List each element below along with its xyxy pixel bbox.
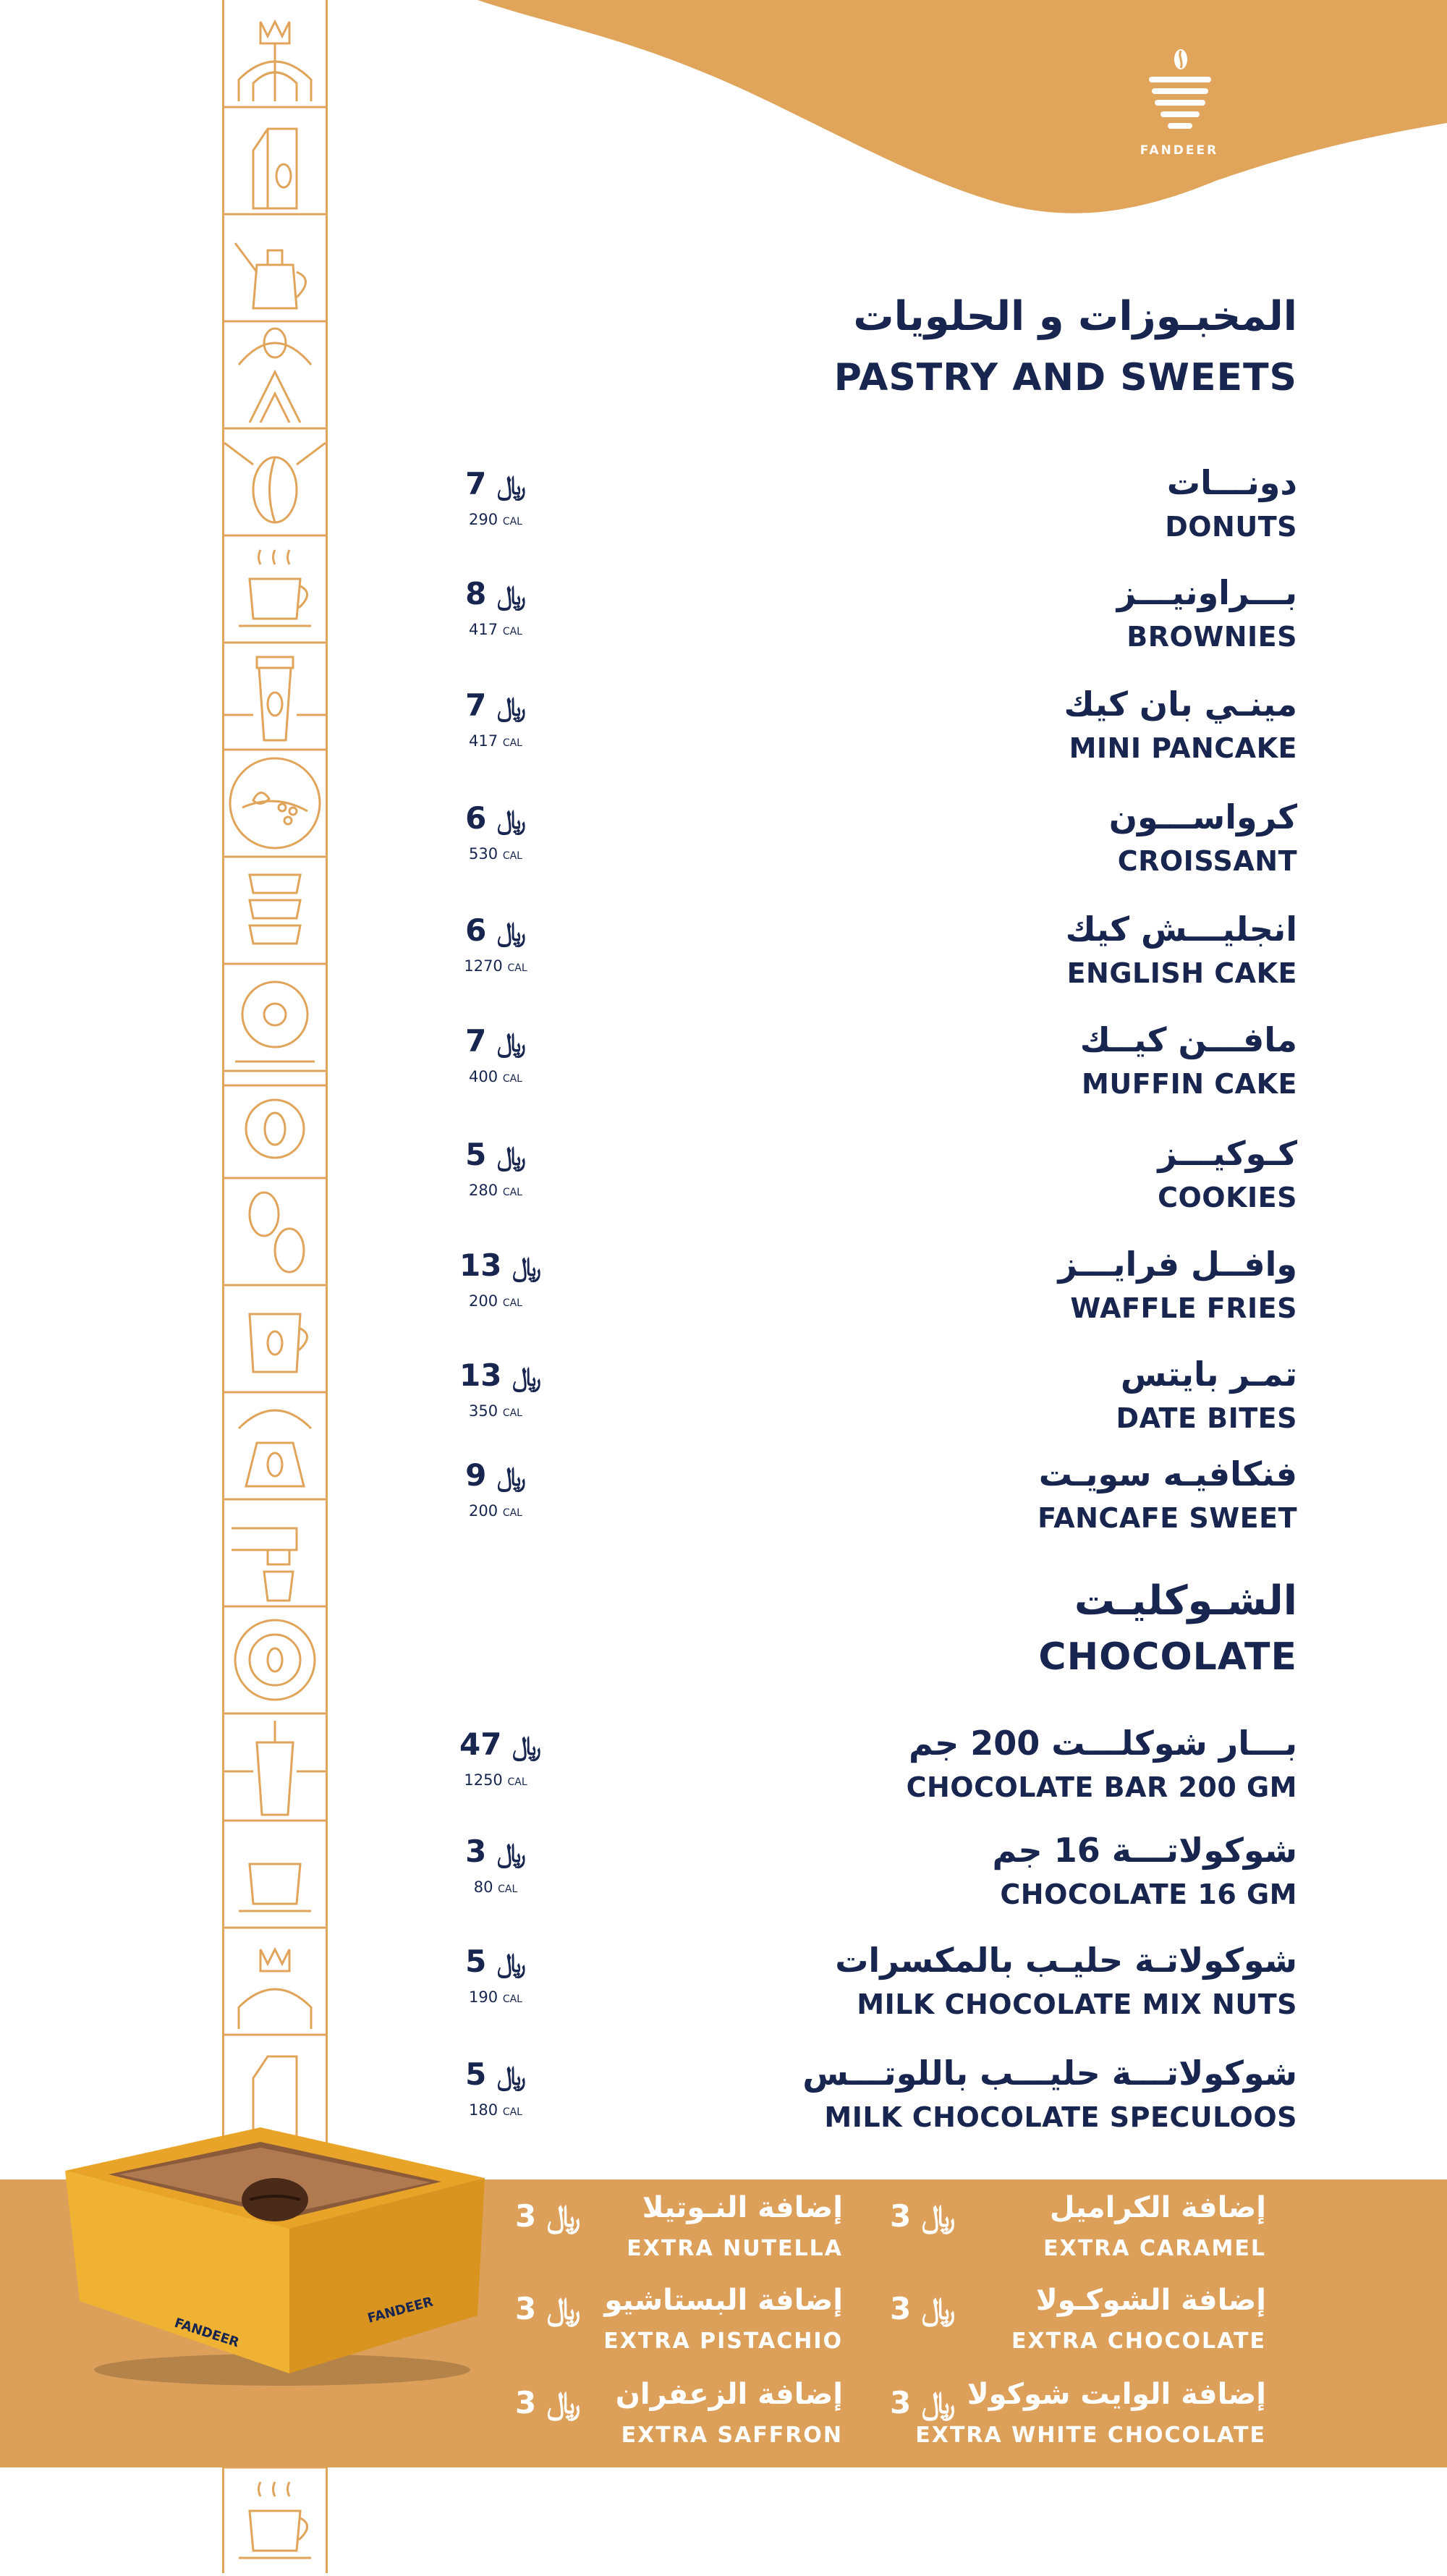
item-name-en: MINI PANCAKE: [1069, 732, 1297, 764]
menu-item: [449, 685, 1297, 779]
item-price: [459, 1726, 541, 1799]
price-value: 5: [465, 2056, 487, 2092]
item-name-ar: شوكولاتـة حليـب بالمكسرات: [835, 1941, 1297, 1980]
coffee-bean-icon: [224, 1178, 326, 1272]
extra-name-ar: إضافة النـوتيلا: [642, 2191, 843, 2224]
riyal-icon: ﷼: [497, 805, 526, 835]
tulip-icon: [239, 22, 311, 101]
extra-name-en: EXTRA NUTELLA: [627, 2236, 843, 2261]
item-name-ar: بـــار شوكلـــت 200 جم: [909, 1724, 1297, 1763]
extra-price: [515, 2198, 580, 2234]
item-price: [459, 912, 532, 985]
menu-item: [449, 463, 1297, 557]
calorie-value: 280: [469, 1182, 498, 1199]
chocolate-title-en: CHOCOLATE: [1038, 1635, 1297, 1679]
extra-name-ar: إضافة البستاشيو: [604, 2284, 843, 2317]
menu-item: [449, 1020, 1297, 1114]
price-value: 7: [465, 687, 487, 723]
takeaway-cup-icon: [224, 1713, 326, 1815]
menu-item: [449, 1134, 1297, 1228]
calorie-unit: CAL: [502, 850, 522, 862]
calorie-unit: CAL: [507, 1776, 527, 1788]
coffee-bean-icon: [224, 428, 326, 522]
espresso-machine-icon: [224, 1499, 326, 1601]
riyal-icon: ﷼: [546, 2291, 581, 2326]
item-name-en: BROWNIES: [1126, 621, 1297, 653]
item-name-ar: دونـــات: [1166, 463, 1297, 502]
calorie-unit: CAL: [502, 1994, 522, 2005]
riyal-icon: ﷼: [497, 1949, 526, 1978]
menu-item: [449, 1724, 1297, 1818]
extra-price: [890, 2198, 955, 2234]
takeaway-cup-icon: [224, 643, 326, 740]
menu-item: [449, 573, 1297, 667]
donut-icon: [224, 964, 326, 1062]
calorie-value: 400: [469, 1068, 498, 1085]
item-price: [459, 466, 532, 538]
item-name-ar: شوكولاتـــة حليـــب باللوتـــس: [802, 2054, 1297, 2093]
item-name-ar: فنكافيـه سويـت: [1038, 1454, 1297, 1494]
pastry-title-en: PASTRY AND SWEETS: [833, 356, 1297, 399]
item-name-ar: شوكولاتـــة 16 جم: [992, 1831, 1297, 1870]
calorie-value: 1250: [464, 1771, 503, 1789]
stacked-cups-icon: [224, 857, 326, 944]
calorie-unit: CAL: [498, 1884, 518, 1895]
brand-name: FANDEER: [1140, 143, 1219, 158]
calorie-unit: CAL: [502, 1297, 522, 1309]
price-value: 5: [465, 1137, 487, 1172]
extra-name-ar: إضافة الشوكـولا: [1035, 2284, 1266, 2317]
item-price: [459, 1834, 532, 1906]
riyal-icon: ﷼: [546, 2385, 581, 2420]
calorie-unit: CAL: [502, 737, 522, 749]
chocolate-title-ar: الشـوكليـت: [1074, 1577, 1297, 1624]
extra-price-value: 3: [890, 2385, 912, 2420]
calorie-unit: CAL: [502, 1407, 522, 1419]
item-name-en: FANCAFE SWEET: [1037, 1502, 1297, 1534]
item-name-ar: انجليـــش كيك: [1065, 910, 1297, 949]
extra-name-ar: إضافة الزعفران: [615, 2378, 843, 2411]
calorie-unit: CAL: [502, 1073, 522, 1085]
riyal-icon: ﷼: [497, 692, 526, 722]
item-name-ar: كرواســـون: [1108, 797, 1297, 836]
extra-price: [890, 2385, 955, 2421]
extra-sauce-title-ar: أضـافة صـوص: [1317, 2187, 1350, 2387]
item-name-en: CHOCOLATE 16 GM: [1000, 1878, 1297, 1910]
item-name-en: DONUTS: [1165, 511, 1297, 543]
coffee-cup-icon: [224, 2467, 326, 2558]
item-name-ar: مينـي بان كيك: [1064, 685, 1297, 724]
coffee-maker-icon: [224, 1392, 326, 1486]
price-value: 8: [465, 576, 487, 611]
menu-item: [449, 2054, 1297, 2148]
extra-name-ar: إضافة الوايت شوكولا: [967, 2378, 1266, 2411]
price-value: 9: [465, 1457, 487, 1493]
item-price: [459, 1247, 541, 1320]
price-value: 5: [465, 1944, 487, 1979]
box-brand-text-side: FANDEER: [365, 2294, 435, 2326]
item-name-en: ENGLISH CAKE: [1066, 957, 1297, 989]
item-price: [459, 1023, 532, 1096]
item-name-en: COOKIES: [1158, 1182, 1297, 1213]
coffee-maker-icon: [224, 1071, 326, 1158]
calorie-value: 350: [469, 1402, 498, 1420]
calorie-unit: CAL: [502, 626, 522, 637]
calorie-unit: CAL: [502, 1507, 522, 1519]
item-price: [459, 1457, 532, 1530]
calorie-unit: CAL: [502, 2106, 522, 2118]
coffee-cup-icon: [224, 1606, 326, 1700]
kettle-icon: [224, 214, 326, 308]
extra-price-value: 3: [890, 2198, 912, 2234]
extra-name-en: EXTRA CARAMEL: [1043, 2236, 1266, 2261]
coffee-cup-logo-icon: [1136, 43, 1223, 137]
riyal-icon: ﷼: [512, 1363, 541, 1392]
menu-item: [449, 910, 1297, 1004]
menu-item: [449, 1355, 1297, 1449]
item-name-ar: بـــراونيـــز: [1116, 573, 1297, 612]
extra-price-value: 3: [515, 2291, 537, 2326]
riyal-icon: ﷼: [497, 471, 526, 501]
calorie-value: 190: [469, 1988, 498, 2006]
menu-item: [449, 797, 1297, 891]
price-value: 47: [459, 1726, 502, 1762]
item-price: [459, 687, 532, 760]
calorie-value: 417: [469, 621, 498, 638]
coffee-cup-icon: [224, 535, 326, 626]
riyal-icon: ﷼: [497, 581, 526, 611]
extra-name-en: EXTRA WHITE CHOCOLATE: [915, 2423, 1266, 2448]
extra-name-en: EXTRA PISTACHIO: [603, 2329, 843, 2354]
extra-name-en: EXTRA CHOCOLATE: [1011, 2329, 1266, 2354]
milk-carton-icon: [224, 107, 326, 208]
item-name-en: DATE BITES: [1116, 1402, 1297, 1434]
header-wave: [0, 0, 1447, 224]
item-price: [459, 1944, 532, 2016]
calorie-value: 290: [469, 511, 498, 528]
price-value: 13: [459, 1247, 502, 1283]
extra-name-ar: إضافة الكراميل: [1049, 2191, 1266, 2224]
pastry-title-ar: المخبـوزات و الحلويات: [853, 293, 1297, 340]
calorie-unit: CAL: [502, 516, 522, 528]
extra-name-en: EXTRA SAFFRON: [621, 2423, 843, 2448]
item-name-ar: تمـر بايتس: [1120, 1355, 1297, 1394]
item-name-en: CROISSANT: [1117, 845, 1297, 877]
riyal-icon: ﷼: [512, 1732, 541, 1761]
riyal-icon: ﷼: [497, 1028, 526, 1058]
extra-price: [515, 2291, 580, 2327]
item-name-en: MILK CHOCOLATE SPECULOOS: [824, 2101, 1297, 2133]
item-price: [459, 1357, 541, 1430]
price-value: 6: [465, 912, 487, 948]
menu-item: [449, 1245, 1297, 1339]
price-value: 7: [465, 466, 487, 501]
menu-item: [449, 1941, 1297, 2035]
extra-sauce-title-en: EXTRA SAUCE: [1340, 2217, 1367, 2460]
calorie-value: 200: [469, 1502, 498, 1520]
riyal-icon: ﷼: [921, 2198, 956, 2234]
item-name-ar: وافــل فرايـــز: [1058, 1245, 1297, 1284]
item-name-en: CHOCOLATE BAR 200 GM: [906, 1771, 1297, 1803]
riyal-icon: ﷼: [497, 918, 526, 947]
item-name-ar: مافـــن كيــك: [1079, 1020, 1297, 1059]
menu-item: [449, 1831, 1297, 1925]
price-value: 6: [465, 800, 487, 836]
riyal-icon: ﷼: [921, 2291, 956, 2326]
riyal-icon: ﷼: [497, 1462, 526, 1492]
extra-price-value: 3: [890, 2291, 912, 2326]
item-name-en: MILK CHOCOLATE MIX NUTS: [857, 1988, 1297, 2020]
price-value: 3: [465, 1834, 487, 1869]
riyal-icon: ﷼: [921, 2385, 956, 2420]
box-brand-text: FANDEER: [172, 2315, 242, 2351]
item-name-en: MUFFIN CAKE: [1082, 1068, 1297, 1100]
extra-sauce-vertical-title: [1295, 2179, 1375, 2467]
coffee-plant-icon: [224, 750, 326, 848]
extra-price: [890, 2291, 955, 2327]
price-value: 7: [465, 1023, 487, 1059]
tulip-icon: [224, 1928, 326, 2029]
calorie-value: 80: [473, 1878, 493, 1896]
riyal-icon: ﷼: [497, 1142, 526, 1172]
extra-price-value: 3: [515, 2385, 537, 2420]
item-price: [459, 800, 532, 873]
calorie-value: 530: [469, 845, 498, 863]
riyal-icon: ﷼: [512, 1253, 541, 1282]
coffee-cup-icon: [224, 1285, 326, 1372]
item-price: [459, 576, 532, 648]
price-value: 13: [459, 1357, 502, 1393]
item-name-en: WAFFLE FRIES: [1070, 1292, 1297, 1324]
extra-price: [515, 2385, 580, 2421]
riyal-icon: ﷼: [546, 2198, 581, 2234]
calorie-value: 200: [469, 1292, 498, 1310]
coffee-cup-icon: [224, 1821, 326, 1911]
calorie-value: 417: [469, 732, 498, 750]
item-price: [459, 1137, 532, 1209]
item-name-ar: كـوكيـــز: [1158, 1134, 1297, 1173]
calorie-value: 180: [469, 2101, 498, 2119]
riyal-icon: ﷼: [497, 2062, 526, 2091]
calorie-unit: CAL: [502, 1187, 522, 1198]
calorie-value: 1270: [464, 957, 503, 975]
menu-item: [449, 1454, 1297, 1548]
dessert-box-illustration: [51, 2084, 499, 2388]
brand-logo: [1136, 43, 1223, 166]
extra-price-value: 3: [515, 2198, 537, 2234]
riyal-icon: ﷼: [497, 1839, 526, 1868]
calorie-unit: CAL: [507, 962, 527, 974]
